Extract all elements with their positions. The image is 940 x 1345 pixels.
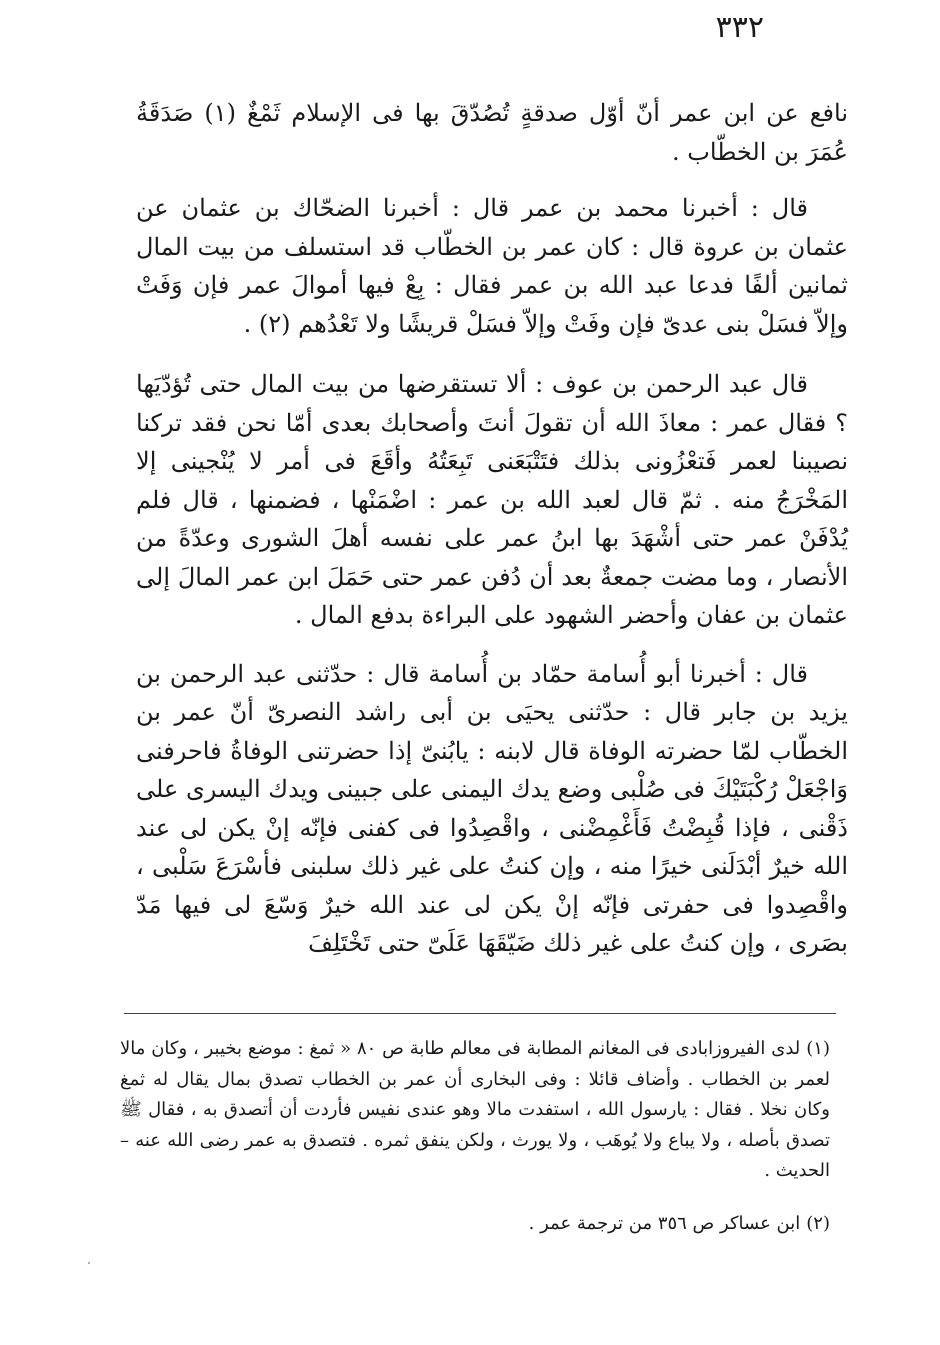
page-number: ٣٣٢ [715, 10, 764, 45]
paragraph [136, 365, 848, 635]
footnote-marker: (٢) [806, 1212, 830, 1234]
paragraph-text: نافع عن ابن عمر أنّ أوّل صدقةٍ تُصُدّقَ بها فى الإسلام ثَمْغٌ (١) صَدَقَةُ عُمَرَ بن الخطّاب . [136, 99, 848, 166]
footnote-separator [124, 1013, 836, 1014]
paragraph [136, 94, 848, 171]
footnote [120, 1034, 830, 1187]
footnote-marker: (١) [806, 1038, 830, 1059]
scan-speck [88, 1262, 90, 1264]
footnote-text: ابن عساكر ص ٣٥٦ من ترجمة عمر . [528, 1212, 801, 1234]
footnote [120, 1209, 830, 1240]
paragraph-text: قال : أخبرنا محمد بن عمر قال : أخبرنا الضحّاك بن عثمان عن عثمان بن عروة قال : كان عمر بن الخطّاب قد استسلف من بيت المال ثمانين ألفًا فدعا عبد الله بن عمر فقال : بِعْ فيها أموالَ عمر فإن وَفَتْ وإلاّ فسَلْ بنى عدىّ فإن وفَتْ وإلاّ فسَلْ قريشًا ولا تَعْدُهم (٢) . [136, 194, 848, 338]
main-text [136, 94, 848, 963]
paragraph-text: قال عبد الرحمن بن عوف : ألا تستقرضها من بيت المال حتى تُؤدّيَها ؟ فقال عمر : معاذَ الله أن تقولَ أنتَ وأصحابك بعدى أمّا نحن فقد تركنا نصيبنا لعمر فَتعْزُونى بذلك فتَتْبَعَنى تَبِعَتُهُ وأقَعَ فى أمر لا يُنْجينى إلا المَخْرَجُ منه . ثمّ قال لعبد الله بن عمر : اضْمَنْها ، فضمنها ، قال فلم يُدْفَنْ عمر حتى أشْهَدَ بها ابنُ عمر على نفسه أهلَ الشورى وعدّةً من الأنصار ، وما مضت جمعةٌ بعد أن دُفن عمر حتى حَمَلَ ابن عمر المالَ إلى عثمان بن عفان وأحضر الشهود على البراءة بدفع المال . [136, 370, 848, 629]
paragraph [136, 655, 848, 963]
paragraph [136, 189, 848, 343]
paragraph-text: قال : أخبرنا أبو أُسامة حمّاد بن أُسامة قال : حدّثنى عبد الرحمن بن يزيد بن جابر قال : حدّثنى يحيَى بن أبى راشد النصرىّ أنّ عمر بن الخطّاب لمّا حضرته الوفاة قال لابنه : يابُنىّ إذا حضرتنى الوفاةُ فاحرفنى وَاجْعَلْ رُكْبَتَيْكَ فى صُلْبى وضع يدك اليمنى على جبينى ويدك اليسرى على ذَقْنى ، فإذا قُبِضْتُ فَأَغْمِضْنى ، واقْصِدُوا فى كفنى فإنّه إنْ يكن لى عند الله خيرٌ أبْدَلَنى خيرًا منه ، وإن كنتُ على غير ذلك سلبنى فأسْرَعَ سَلْبى ، واقْصِدوا فى حفرتى فإنّه إنْ يكن لى عند الله خيرٌ وَسّعَ لى فيها مَدّ بصَرى ، وإن كنتُ على غير ذلك ضَيّقَهَا عَلَىّ حتى تَخْتَلِفَ [136, 659, 848, 957]
footnotes [120, 1034, 830, 1239]
footnote-text: لدى الفيروزابادى فى المغانم المطابة فى معالم طابة ص ٨٠ « ثمغ : موضع بخيبر ، وكان مالا لعمر بن الخطاب . وأضاف قائلا : وفى البخارى أن عمر بن الخطاب تصدق بمال يقال له ثمغ وكان نخلا . فقال : يارسول الله ، استفدت مالا وهو عندى نفيس فأردت أن أتصدق به ، فقال ﷺ تصدق بأصله ، ولا يباع ولا يُوهَب ، ولا يورث ، ولكن ينفق ثمره . فتصدق به عمر رضى الله عنه – الحديث . [120, 1038, 830, 1181]
